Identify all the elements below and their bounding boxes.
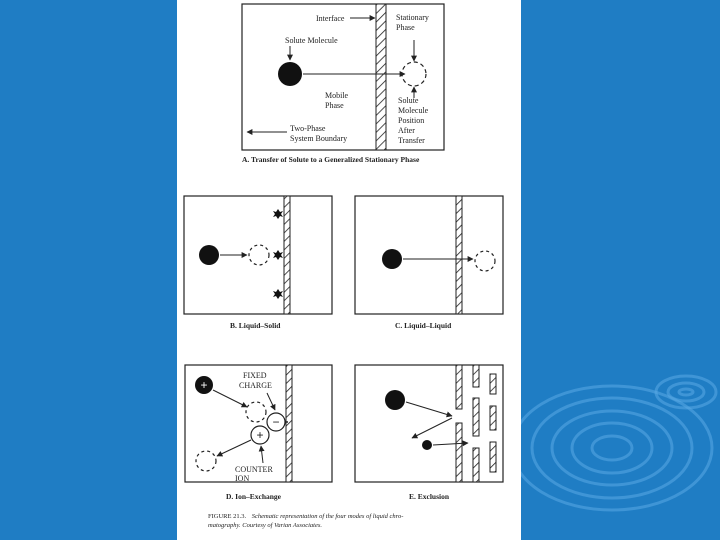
figure-caption-text-1: Schematic representation of the four modes of liquid chro-: [251, 513, 404, 520]
adsorption-sites: [273, 209, 283, 299]
figure-caption-line-1: [208, 513, 403, 520]
counter-ion-label-1: COUNTER: [235, 465, 273, 474]
counter-ion-sign: +: [256, 428, 264, 442]
small-molecule-icon: [422, 440, 432, 450]
panel-d-interface: [286, 365, 292, 482]
large-molecule-icon: [385, 390, 405, 410]
boundary-label-2: System Boundary: [290, 134, 348, 143]
counter-ion-label-2: ION: [235, 474, 250, 483]
released-ion-icon: [196, 451, 216, 471]
panel-d-caption: D. Ion–Exchange: [226, 492, 282, 501]
panel-c-interface: [456, 196, 462, 314]
ion-target-icon: [246, 402, 266, 422]
panel-a-interface: [376, 4, 386, 150]
ion-plus-sign: +: [200, 378, 208, 392]
figure-caption-line-2: matography. Courtesy of Varian Associates.: [208, 522, 322, 529]
after-label-1: Solute: [398, 96, 419, 105]
transferred-molecule-icon: [402, 62, 426, 86]
panel-e-boundary: [355, 365, 503, 482]
panel-c-solute-icon: [382, 249, 402, 269]
panel-c-caption: C. Liquid–Liquid: [395, 321, 452, 330]
panel-c-boundary: [355, 196, 503, 314]
mobile-label-1: Mobile: [325, 91, 349, 100]
porous-matrix: [456, 365, 496, 482]
panel-b-caption: B. Liquid–Solid: [230, 321, 281, 330]
panel-a: [242, 4, 444, 164]
panel-c-target-icon: [475, 251, 495, 271]
stationary-label-2: Phase: [396, 23, 415, 32]
panel-b: [184, 196, 332, 330]
fixed-charge-label-1: FIXED: [243, 371, 267, 380]
figure-page: [177, 0, 521, 540]
stationary-label-1: Stationary: [396, 13, 429, 22]
fixed-charge-label-2: CHARGE: [239, 381, 272, 390]
panel-a-caption: A. Transfer of Solute to a Generalized Stationary Phase: [242, 155, 420, 164]
panel-b-target-icon: [249, 245, 269, 265]
panel-e-caption: E. Exclusion: [409, 492, 450, 501]
solute-molecule-label: Solute Molecule: [285, 36, 338, 45]
solute-molecule-icon: [278, 62, 302, 86]
after-label-5: Transfer: [398, 136, 425, 145]
after-label-4: After: [398, 126, 415, 135]
panel-b-interface: [284, 196, 290, 314]
panel-d: [185, 365, 332, 501]
figure-label: FIGURE 21.3.: [208, 513, 247, 520]
after-label-2: Molecule: [398, 106, 429, 115]
boundary-label-1: Two-Phase: [290, 124, 326, 133]
fixed-charge-sign: −: [272, 415, 280, 429]
panel-b-solute-icon: [199, 245, 219, 265]
chromatography-diagram: [177, 0, 521, 540]
after-label-3: Position: [398, 116, 425, 125]
interface-label: Interface: [316, 14, 345, 23]
panel-e: [355, 365, 503, 501]
mobile-label-2: Phase: [325, 101, 344, 110]
panel-c: [355, 196, 503, 330]
